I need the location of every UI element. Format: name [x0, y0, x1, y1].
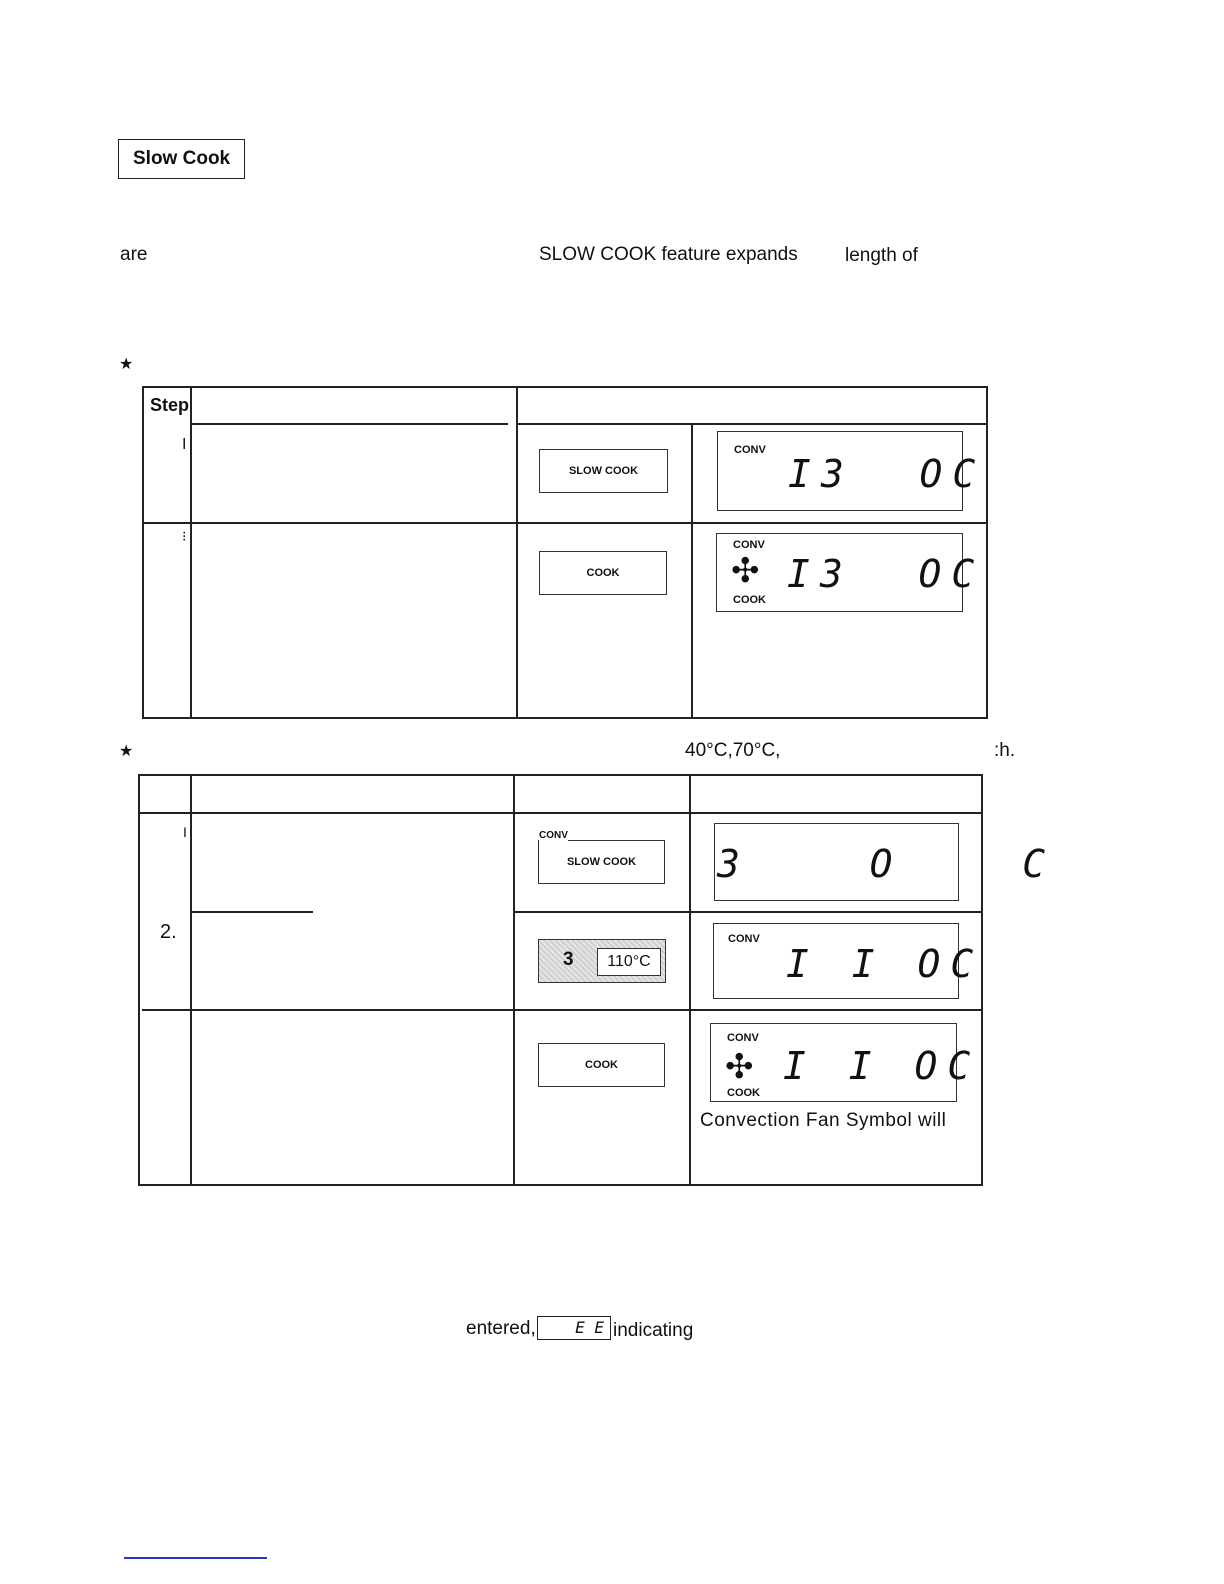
footer-rule	[124, 1557, 267, 1559]
table-2-row-2-step: 2.	[160, 921, 177, 943]
lcd-display-3	[714, 823, 1074, 901]
lcd-conv-label: CONV	[727, 1032, 759, 1044]
table-1-row-2-step: ⁝	[182, 528, 187, 544]
lcd-conv-label: CONV	[733, 539, 765, 551]
footer-fragment-indicating: indicating	[613, 1320, 694, 1341]
section-title: Slow Cook	[118, 139, 245, 179]
slow-cook-key: SLOW COOK	[539, 449, 668, 493]
lcd-cook-label: COOK	[733, 594, 766, 606]
lcd-display-4	[713, 923, 984, 999]
error-code: E E	[575, 1318, 604, 1337]
bullet-star-1: ★	[119, 356, 134, 373]
cook-key: COOK	[538, 1043, 665, 1087]
key-label: SLOW COOK	[566, 856, 637, 868]
table-1-header-step: Step	[150, 395, 190, 415]
lcd-readout: I I OC	[783, 1044, 981, 1088]
intro-fragment-length: length of	[845, 245, 918, 266]
cook-key: COOK	[539, 551, 667, 595]
table-1-row-1-step: I	[182, 436, 187, 453]
bullet-star-2: ★	[119, 743, 134, 760]
lcd-conv-label: CONV	[734, 444, 766, 456]
lcd-conv-label: CONV	[728, 933, 760, 945]
lcd-cook-label: COOK	[727, 1087, 760, 1099]
temperature-note-end: :h.	[994, 740, 1016, 761]
temperature-key	[538, 939, 666, 983]
intro-fragment-are: are	[120, 244, 148, 265]
error-display	[537, 1316, 611, 1340]
lcd-display-1	[717, 431, 986, 511]
temperature-number: 3	[563, 949, 574, 970]
temperature-value: 110°C	[597, 948, 661, 976]
lcd-display-2	[716, 533, 985, 612]
fan-icon: ✣	[725, 1048, 754, 1086]
fan-icon: ✣	[731, 552, 760, 590]
lcd-readout: I3 OC	[788, 452, 986, 496]
lcd-display-5	[710, 1023, 981, 1102]
lcd-readout: 3 O C	[717, 842, 1074, 886]
lcd-readout: I I OC	[786, 942, 984, 986]
lcd-readout: I3 OC	[787, 552, 985, 596]
fan-symbol-caption: Convection Fan Symbol will	[700, 1110, 947, 1131]
table-2-row-1-step: I	[183, 824, 187, 840]
temperature-note: 40°C,70°C,	[685, 740, 781, 761]
intro-fragment-feature: SLOW COOK feature expands	[539, 244, 798, 265]
slow-cook-key	[538, 830, 665, 884]
footer-fragment-entered: entered,	[466, 1318, 536, 1339]
key-conv-label: CONV	[539, 830, 568, 841]
